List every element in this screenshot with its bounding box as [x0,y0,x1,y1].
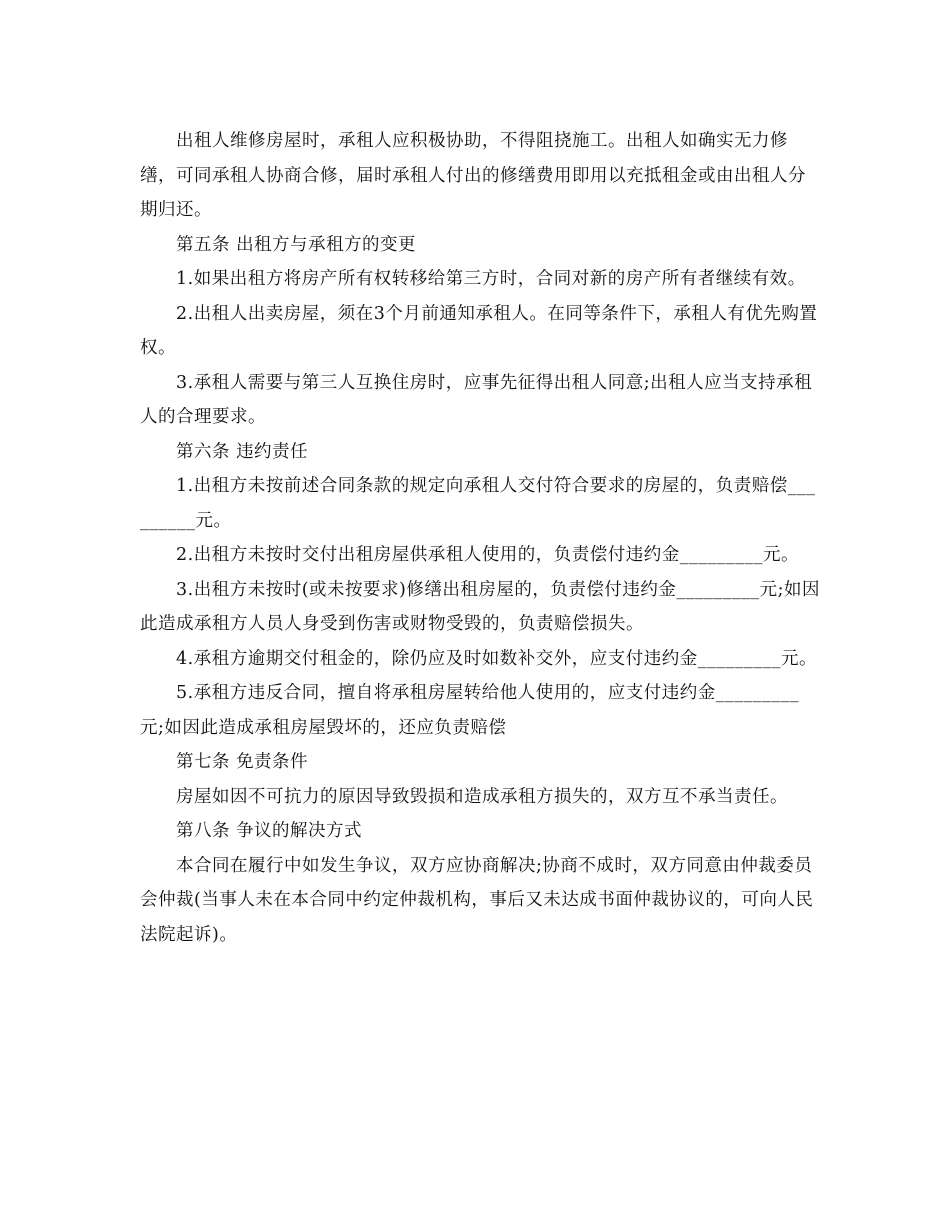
article-7-body: 房屋如因不可抗力的原因导致毁损和造成承租方损失的，双方互不承当责任。 [176,786,788,807]
article-5-clause-3: 3.承租人需要与第三人互换住房时，应事先征得出租人同意;出租人应当支持承租人的合理要求。 [140,372,813,427]
article-6-clause-2: 2.出租方未按时交付出租房屋供承租人使用的，负责偿付违约金_________元。 [176,545,799,565]
article-5-clause-2: 2.出租人出卖房屋，须在3个月前通知承租人。在同等条件下，承租人有优先购置权。 [140,303,818,358]
article-6-clause-3: 3.出租方未按时(或未按要求)修缮出租房屋的，负责偿付违约金_________元;如因此造成承租方人员人身受到伤害或财物受毁的，负责赔偿损失。 [140,579,820,634]
article-6-clause-1: 1.出租方未按前述合同条款的规定向承租人交付符合要求的房屋的，负责赔偿_________元。 [140,476,816,531]
article-8-heading: 第八条 争议的解决方式 [176,821,363,841]
paragraph-repair-cooperation: 出租人维修房屋时，承租人应积极协助，不得阻挠施工。出租人如确实无力修缮，可同承租人协商合修，届时承租人付出的修缮费用即用以充抵租金或由出租人分期归还。 [140,131,806,220]
article-6-clause-5: 5.承租方违反合同，擅自将承租房屋转给他人使用的，应支付违约金_________元;如因此造成承租房屋毁坏的，还应负责赔偿 [140,683,799,738]
document-body [140,124,820,952]
article-5-heading: 第五条 出租方与承租方的变更 [176,234,417,255]
article-6-heading: 第六条 违约责任 [176,441,309,462]
article-8-body: 本合同在履行中如发生争议，双方应协商解决;协商不成时，双方同意由仲裁委员会仲裁(当事人未在本合同中约定仲裁机构，事后又未达成书面仲裁协议的，可向人民法院起诉)。 [140,855,814,945]
article-5-clause-1: 1.如果出租方将房产所有权转移给第三方时，合同对新的房产所有者继续有效。 [176,269,806,289]
article-7-heading: 第七条 免责条件 [176,752,309,772]
article-6-clause-4: 4.承租方逾期交付租金的，除仍应及时如数补交外，应支付违约金_________元。 [176,648,817,669]
